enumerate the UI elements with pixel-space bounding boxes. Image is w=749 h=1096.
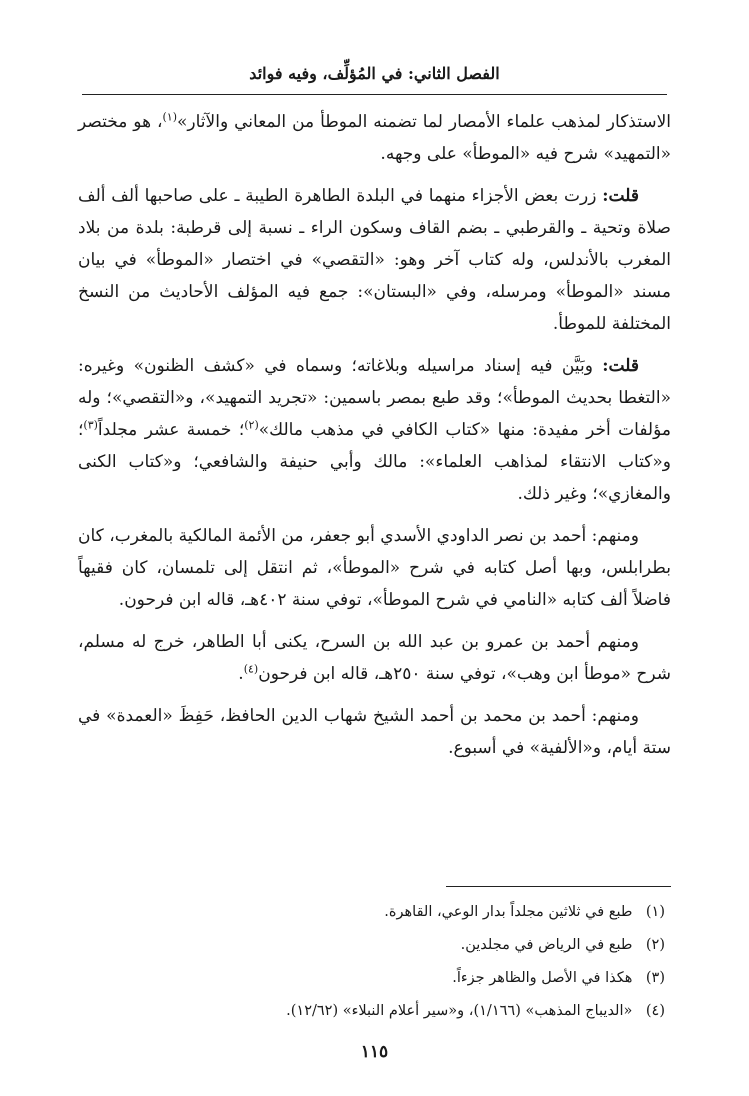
paragraph-text: ، هو مختصر «التمهيد» شرح فيه «الموطأ» على وجهه. bbox=[78, 112, 671, 164]
paragraph-text: ومنهم: أحمد بن محمد بن أحمد الشيخ شهاب الدين الحافظ، حَفِظَ «العمدة» في ستة أيام، و«الألفية» في أسبوع. bbox=[78, 706, 671, 758]
footnote-number: (٢) bbox=[645, 937, 665, 953]
header-divider bbox=[82, 94, 667, 95]
footnote-number: (٤) bbox=[645, 1003, 665, 1019]
paragraph-1 bbox=[78, 106, 671, 170]
footnote-marker: (٢) bbox=[244, 418, 259, 432]
paragraph-lead: قلت: bbox=[602, 186, 639, 206]
footnote-text: «الديباج المذهب» (١/١٦٦)، و«سير أعلام النبلاء» (١٢/٦٢). bbox=[286, 1003, 633, 1019]
paragraph-5 bbox=[78, 626, 671, 690]
paragraph-lead: قلت: bbox=[602, 356, 639, 376]
footnote-marker: (١) bbox=[162, 110, 177, 124]
page-number: ١١٥ bbox=[360, 1042, 389, 1062]
paragraph-text: . bbox=[238, 664, 244, 684]
footnote-text: هكذا في الأصل والظاهر جزءاً. bbox=[452, 970, 633, 986]
paragraph-text: ؛ و«كتاب الانتقاء لمذاهب العلماء»: مالك وأبي حنيفة والشافعي؛ و«كتاب الكنى والمغازي»؛ وغير ذلك. bbox=[78, 420, 671, 504]
footnote-item bbox=[78, 995, 671, 1028]
footnote-divider bbox=[446, 886, 671, 887]
paragraph-text: وبَيَّن فيه إسناد مراسيله وبلاغاته؛ وسماه في «كشف الظنون» وغيره: «التغطا بحديث الموطأ»؛ وقد طبع بمصر باسمين: «تجريد التمهيد»، و«التقصي»؛ وله مؤلفات أخر مفيدة: منها «كتاب الكافي في مذهب مالك» bbox=[78, 356, 671, 440]
footnote-marker: (٣) bbox=[83, 418, 98, 432]
paragraph-text: زرت بعض الأجزاء منهما في البلدة الطاهرة الطيبة ـ على صاحبها ألف ألف صلاة وتحية ـ والقرطبي ـ بضم القاف وسكون الراء ـ نسبة إلى قرطبة: بلدة من بلاد المغرب بالأندلس، وله كتاب آخر وهو: «التقصي» في اختصار «الموطأ» في بيان مسند «الموطأ» ومرسله، وفي «البستان»: جمع فيه المؤلف الأحاديث من النسخ المختلفة للموطأ. bbox=[78, 186, 671, 334]
paragraph-2 bbox=[78, 180, 671, 340]
paragraph-text: ؛ خمسة عشر مجلداً bbox=[97, 420, 245, 440]
footnote-text: طبع في الرياض في مجلدين. bbox=[460, 937, 633, 953]
footnote-number: (٣) bbox=[645, 970, 665, 986]
footnote-item bbox=[78, 962, 671, 995]
paragraph-text: الاستذكار لمذهب علماء الأمصار لما تضمنه الموطأ من المعاني والآثار» bbox=[177, 112, 672, 132]
footnote-number: (١) bbox=[645, 904, 665, 920]
paragraph-4 bbox=[78, 520, 671, 616]
footnote-text: طبع في ثلاثين مجلداً بدار الوعي، القاهرة. bbox=[384, 904, 633, 920]
paragraph-3 bbox=[78, 350, 671, 510]
running-header: الفصل الثاني: في المُؤلِّف، وفيه فوائد bbox=[249, 64, 500, 83]
footnote-marker: (٤) bbox=[243, 662, 259, 676]
paragraph-text: ومنهم: أحمد بن نصر الداودي الأسدي أبو جعفر، من الأئمة المالكية بالمغرب، كان بطرابلس، وبها أصل كتابه في شرح «الموطأ»، ثم انتقل إلى تلمسان، كان فقيهاً فاضلاً ألف كتابه «النامي في شرح الموطأ»، توفي سنة ٤٠٢هـ، قاله ابن فرحون. bbox=[78, 526, 671, 610]
paragraph-6 bbox=[78, 700, 671, 764]
footnotes bbox=[78, 896, 671, 1028]
paragraph-text: ومنهم أحمد بن عمرو بن عبد الله بن السرح، يكنى أبا الطاهر، خرج له مسلم، شرح «موطأ ابن وهب»، توفي سنة ٢٥٠هـ، قاله ابن فرحون bbox=[78, 632, 671, 684]
main-text bbox=[78, 106, 671, 774]
footnote-item bbox=[78, 896, 671, 929]
footnote-item bbox=[78, 929, 671, 962]
